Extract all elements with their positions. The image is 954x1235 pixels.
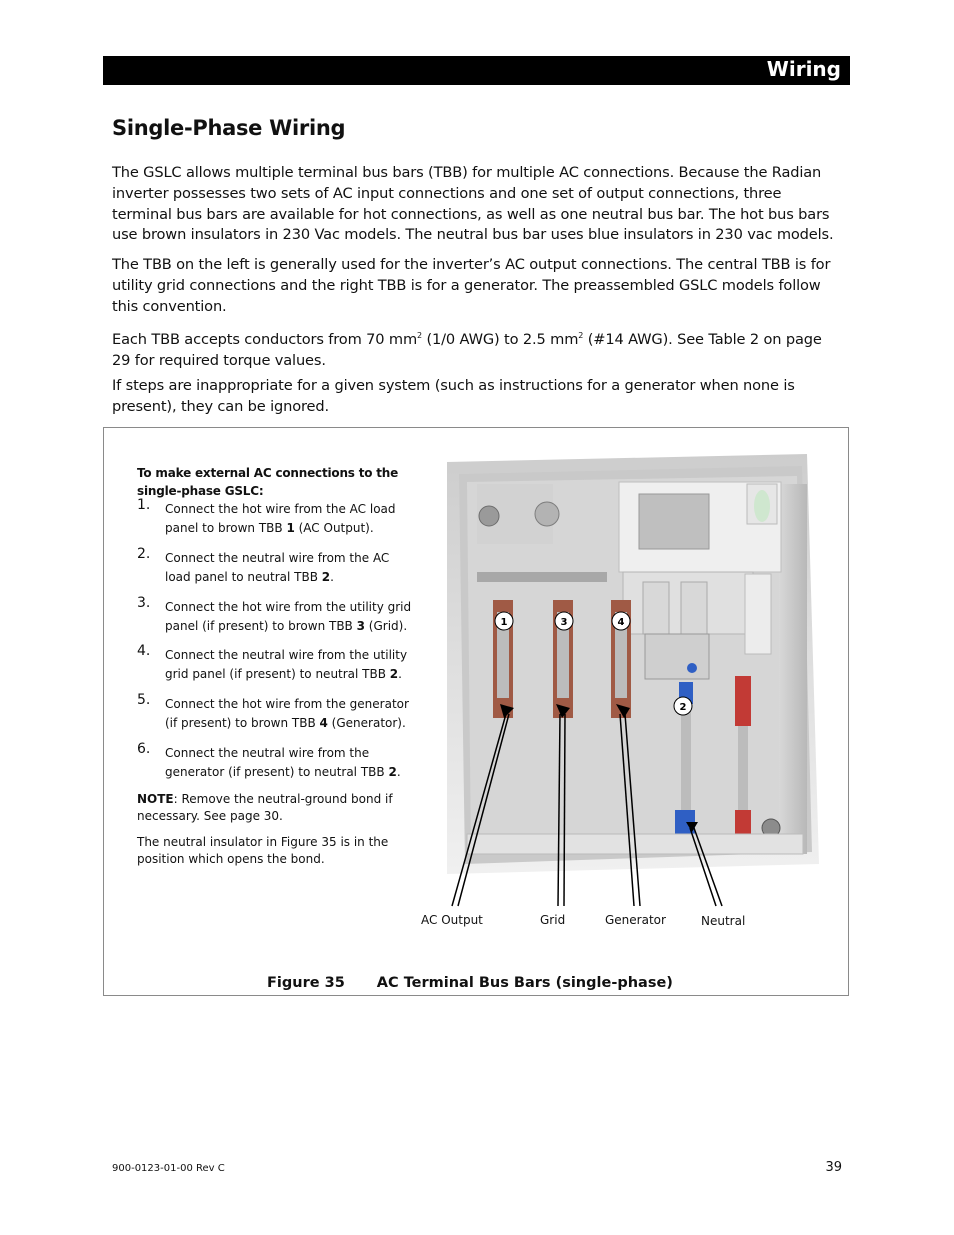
insulator-note: The neutral insulator in Figure 35 is in the position which opens the bond. bbox=[137, 835, 389, 866]
svg-text:2: 2 bbox=[679, 702, 687, 713]
svg-text:4: 4 bbox=[617, 617, 625, 628]
procedure-title: To make external AC connections to the single-phase GSLC: bbox=[137, 466, 399, 498]
conductor-paragraph: Each TBB accepts conductors from 70 $mm^2$ (1/0 AWG) to 2.5 $mm^2$ (#14 AWG). See Table 2 on page 29 for required torque values. bbox=[112, 330, 822, 369]
note: NOTE: Remove the neutral-ground bond if necessary. See page 30. bbox=[137, 792, 393, 823]
steps-paragraph: If steps are inappropriate for a given system (such as instructions for a generator when none is present), they can be ignored. bbox=[112, 377, 795, 415]
callout-neutral: Neutral bbox=[701, 914, 746, 928]
page-title: Single-Phase Wiring bbox=[112, 116, 346, 140]
ac-output-leader bbox=[452, 714, 506, 906]
section-title: Wiring bbox=[766, 57, 841, 81]
callout-grid: Grid bbox=[540, 913, 566, 927]
callout-ac-output: AC Output bbox=[421, 913, 483, 927]
svg-text:3: 3 bbox=[560, 617, 568, 628]
convention-paragraph: The TBB on the left is generally used for the inverter’s AC output connections. The central TBB is for utility grid connections and the right TBB is for a generator. The preassembled GSLC models follow this convention. bbox=[112, 256, 831, 315]
figure-caption: Figure 35 AC Terminal Bus Bars (single-phase) bbox=[267, 975, 673, 991]
callout-generator: Generator bbox=[605, 913, 666, 927]
neutral-leader bbox=[690, 828, 716, 906]
grid-leader bbox=[558, 714, 560, 906]
intro-paragraph: The GSLC allows multiple terminal bus bars (TBB) for multiple AC connections. Because the Radian inverter possesses two sets of AC input connections and one set of output connections, three terminal bus bars are available for hot connections, as well as one neutral bus bar. The hot bus bars use brown insulators in 230 Vac models. The neutral bus bar uses blue insulators in 230 vac models. bbox=[112, 164, 834, 244]
svg-text:1: 1 bbox=[500, 617, 508, 628]
page-number: 39 bbox=[825, 1160, 842, 1175]
document-number: 900-0123-01-00 Rev C bbox=[112, 1163, 225, 1174]
